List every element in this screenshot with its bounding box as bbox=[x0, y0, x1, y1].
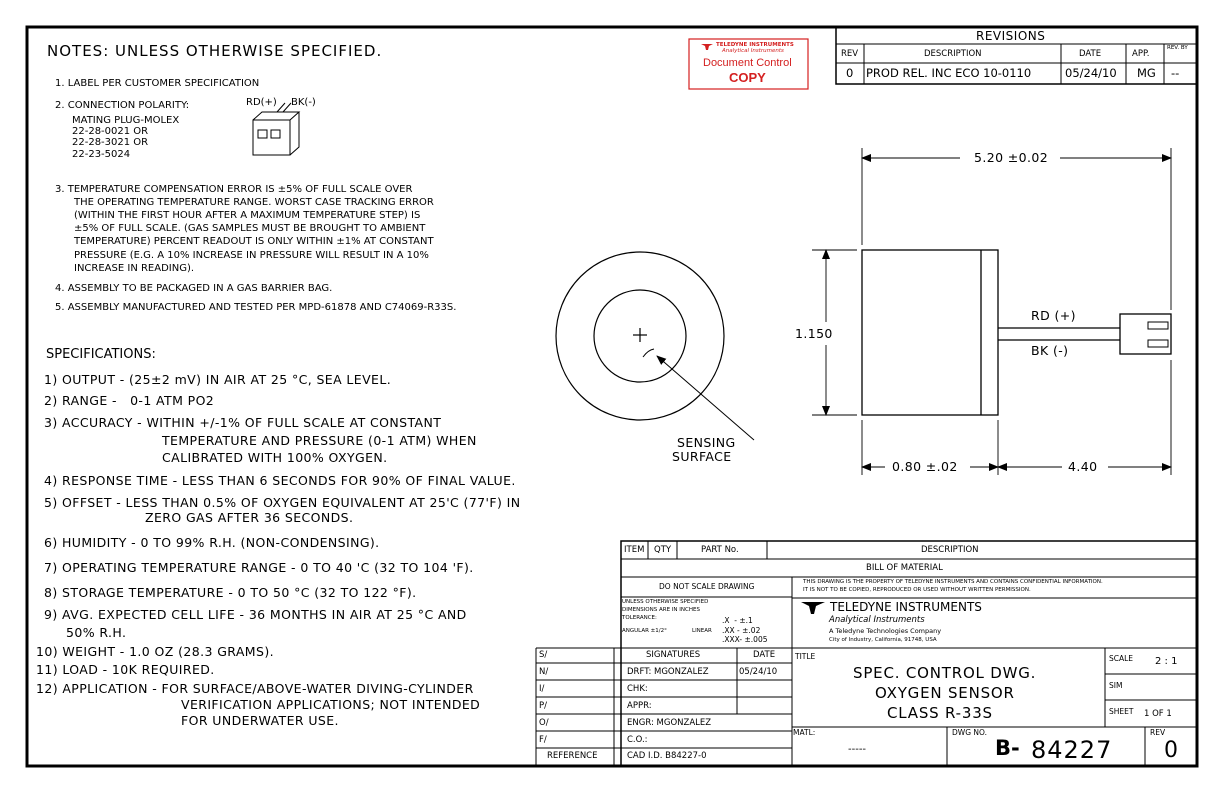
sig-row-label: N/ bbox=[539, 667, 549, 677]
note-2-title: 2. CONNECTION POLARITY: bbox=[55, 100, 190, 111]
dwg-no-prefix: B- bbox=[995, 736, 1020, 760]
rev-value: 0 bbox=[1164, 738, 1178, 763]
spec-9a: 9) AVG. EXPECTED CELL LIFE - 36 MONTHS IN AIR AT 25 °C AND bbox=[44, 607, 467, 622]
note-4: 4. ASSEMBLY TO BE PACKAGED IN A GAS BARRIER BAG. bbox=[55, 283, 333, 294]
note-3-line: (WITHIN THE FIRST HOUR AFTER A MAXIMUM TEMPERATURE STEP) IS bbox=[74, 210, 421, 221]
sig-row-label: O/ bbox=[539, 718, 549, 728]
tolerance-linear: LINEAR bbox=[692, 628, 712, 634]
note-3-line: THE OPERATING TEMPERATURE RANGE. WORST CASE TRACKING ERROR bbox=[74, 197, 434, 208]
note-3-line: 3. TEMPERATURE COMPENSATION ERROR IS ±5% OF FULL SCALE OVER bbox=[55, 184, 413, 195]
stamp-logo-icon bbox=[701, 44, 713, 50]
drawing-title-line: OXYGEN SENSOR bbox=[875, 684, 1015, 702]
cad-id: CAD I.D. B84227-0 bbox=[627, 751, 707, 761]
bom-desc-header: DESCRIPTION bbox=[921, 545, 979, 555]
material-label: MATL: bbox=[793, 728, 816, 737]
teledyne-logo-icon bbox=[801, 602, 825, 614]
stamp-label: Document Control bbox=[703, 57, 792, 69]
proprietary-note: IT IS NOT TO BE COPIED, REPRODUCED OR USED WITHOUT WRITTEN PERMISSION. bbox=[803, 587, 1031, 593]
connector-rd-label: RD(+) bbox=[246, 97, 277, 108]
sig-row-label: F/ bbox=[539, 735, 547, 745]
spec-5a: 5) OFFSET - LESS THAN 0.5% OF OXYGEN EQUIVALENT AT 25'C (77'F) IN bbox=[44, 495, 521, 510]
connector-sketch bbox=[253, 103, 299, 155]
sig-row-label: S/ bbox=[539, 650, 548, 660]
rev-row-revby: -- bbox=[1171, 66, 1180, 80]
dim-diameter: 1.150 bbox=[795, 326, 833, 341]
title-label: TITLE bbox=[795, 652, 816, 661]
note-2-line: 22-28-0021 OR bbox=[72, 126, 149, 137]
note-5: 5. ASSEMBLY MANUFACTURED AND TESTED PER MPD-61878 AND C74069-R33S. bbox=[55, 302, 457, 313]
spec-7: 7) OPERATING TEMPERATURE RANGE - 0 TO 40 'C (32 TO 104 'F). bbox=[44, 560, 474, 575]
scale-label: SCALE bbox=[1109, 654, 1134, 663]
date-header: DATE bbox=[753, 650, 776, 660]
spec-3b: TEMPERATURE AND PRESSURE (0-1 ATM) WHEN bbox=[162, 433, 477, 448]
rev-label: REV bbox=[1150, 728, 1166, 737]
spec-3a: 3) ACCURACY - WITHIN +/-1% OF FULL SCALE AT CONSTANT bbox=[44, 415, 442, 430]
connector-bk-label: BK(-) bbox=[291, 97, 316, 108]
sig-row-label: I/ bbox=[539, 684, 545, 694]
sheet-value: 1 OF 1 bbox=[1144, 709, 1172, 719]
spec-2: 2) RANGE - 0-1 ATM PO2 bbox=[44, 393, 215, 408]
dimension-lines bbox=[812, 148, 1171, 475]
bom-part-header: PART No. bbox=[701, 545, 739, 555]
tolerance-x: .X - ±.1 bbox=[722, 616, 753, 625]
material-value: ----- bbox=[848, 744, 867, 755]
tolerance-angular: ANGULAR ±1/2° bbox=[622, 628, 667, 634]
notes-title: NOTES: UNLESS OTHERWISE SPECIFIED. bbox=[47, 42, 383, 60]
spec-3c: CALIBRATED WITH 100% OXYGEN. bbox=[162, 450, 388, 465]
sensing-surface-label: SURFACE bbox=[672, 449, 732, 464]
reference-label: REFERENCE bbox=[547, 751, 598, 761]
sensor-front-view bbox=[556, 252, 754, 440]
sim-label: SIM bbox=[1109, 681, 1123, 690]
lead-rd-label: RD (+) bbox=[1031, 308, 1076, 323]
tolerance-note: DIMENSIONS ARE IN INCHES bbox=[622, 607, 700, 613]
tolerance-note: UNLESS OTHERWISE SPECIFIED bbox=[622, 599, 709, 605]
no-scale-note: DO NOT SCALE DRAWING bbox=[659, 582, 755, 591]
dim-lead-length: 4.40 bbox=[1068, 459, 1098, 474]
company-parent: A Teledyne Technologies Company bbox=[829, 627, 942, 635]
drafter-signature: DRFT: MGONZALEZ bbox=[627, 667, 709, 677]
dim-overall-length: 5.20 ±0.02 bbox=[974, 150, 1049, 165]
specs-title: SPECIFICATIONS: bbox=[46, 347, 156, 362]
revisions-title: REVISIONS bbox=[976, 29, 1046, 43]
stamp-brand: TELEDYNE INSTRUMENTS bbox=[716, 42, 794, 48]
stamp-copy: COPY bbox=[729, 70, 766, 85]
spec-12c: FOR UNDERWATER USE. bbox=[181, 713, 339, 728]
sig-row-label: P/ bbox=[539, 701, 547, 711]
note-2-line: MATING PLUG-MOLEX bbox=[72, 115, 180, 126]
rev-row-rev: 0 bbox=[846, 66, 854, 80]
rev-header-rev: REV bbox=[841, 49, 859, 59]
dwg-no-label: DWG NO. bbox=[952, 728, 987, 737]
note-3-line: INCREASE IN READING). bbox=[74, 263, 195, 274]
rev-header-desc: DESCRIPTION bbox=[924, 49, 982, 59]
dwg-no-value: 84227 bbox=[1031, 736, 1113, 764]
tolerance-note: TOLERANCE: bbox=[622, 615, 657, 621]
spec-5b: ZERO GAS AFTER 36 SECONDS. bbox=[145, 510, 354, 525]
sensing-surface-label: SENSING bbox=[677, 435, 736, 450]
tolerance-xxx: .XXX- ±.005 bbox=[722, 635, 768, 644]
engineer-signature: ENGR: MGONZALEZ bbox=[627, 718, 712, 728]
rev-row-app: MG bbox=[1137, 66, 1156, 80]
rev-header-revby: REV. BY bbox=[1167, 45, 1188, 51]
spec-1: 1) OUTPUT - (25±2 mV) IN AIR AT 25 °C, SEA LEVEL. bbox=[44, 372, 392, 387]
note-3-line: PRESSURE (E.G. A 10% INCREASE IN PRESSURE WILL RESULT IN A 10% bbox=[74, 250, 429, 261]
rev-header-date: DATE bbox=[1079, 49, 1102, 59]
spec-8: 8) STORAGE TEMPERATURE - 0 TO 50 °C (32 TO 122 °F). bbox=[44, 585, 417, 600]
scale-value: 2 : 1 bbox=[1155, 656, 1178, 667]
drawing-title-line: SPEC. CONTROL DWG. bbox=[853, 664, 1037, 682]
bom-title: BILL OF MATERIAL bbox=[866, 563, 943, 573]
company-address: City of Industry, California, 91748, USA bbox=[829, 637, 937, 643]
lead-bk-label: BK (-) bbox=[1031, 343, 1069, 358]
spec-6: 6) HUMIDITY - 0 TO 99% R.H. (NON-CONDENSING). bbox=[44, 535, 380, 550]
note-3-line: ±5% OF FULL SCALE. (GAS SAMPLES MUST BE BROUGHT TO AMBIENT bbox=[74, 223, 426, 234]
checker-signature: CHK: bbox=[627, 684, 648, 694]
stamp-brand-sub: Analytical Instruments bbox=[722, 48, 784, 54]
company-name: TELEDYNE INSTRUMENTS bbox=[830, 600, 982, 614]
spec-12a: 12) APPLICATION - FOR SURFACE/ABOVE-WATER DIVING-CYLINDER bbox=[36, 681, 474, 696]
rev-header-app: APP. bbox=[1132, 49, 1150, 59]
title-block-grid bbox=[536, 541, 1197, 766]
spec-4: 4) RESPONSE TIME - LESS THAN 6 SECONDS FOR 90% OF FINAL VALUE. bbox=[44, 473, 516, 488]
approver-signature: APPR: bbox=[627, 701, 652, 711]
dim-body-length: 0.80 ±.02 bbox=[892, 459, 958, 474]
sheet-label: SHEET bbox=[1109, 707, 1134, 716]
note-1: 1. LABEL PER CUSTOMER SPECIFICATION bbox=[55, 78, 260, 89]
signatures-header: SIGNATURES bbox=[646, 650, 701, 660]
drawing-title-line: CLASS R-33S bbox=[887, 704, 993, 722]
sensor-side-view bbox=[862, 250, 1171, 415]
note-2-line: 22-28-3021 OR bbox=[72, 137, 149, 148]
spec-9b: 50% R.H. bbox=[66, 625, 127, 640]
note-2-line: 22-23-5024 bbox=[72, 149, 131, 160]
bom-item-header: ITEM bbox=[624, 545, 645, 555]
proprietary-note: THIS DRAWING IS THE PROPERTY OF TELEDYNE INSTRUMENTS AND CONTAINS CONFIDENTIAL INFORMATION. bbox=[803, 579, 1103, 585]
rev-row-desc: PROD REL. INC ECO 10-0110 bbox=[866, 66, 1032, 80]
bom-qty-header: QTY bbox=[654, 545, 672, 555]
drafter-date: 05/24/10 bbox=[739, 667, 778, 677]
spec-12b: VERIFICATION APPLICATIONS; NOT INTENDED bbox=[181, 697, 481, 712]
rev-row-date: 05/24/10 bbox=[1065, 66, 1117, 80]
company-division: Analytical Instruments bbox=[829, 615, 925, 625]
spec-10: 10) WEIGHT - 1.0 OZ (28.3 GRAMS). bbox=[36, 644, 274, 659]
spec-11: 11) LOAD - 10K REQUIRED. bbox=[36, 662, 215, 677]
tolerance-xx: .XX - ±.02 bbox=[722, 626, 761, 635]
note-3-line: TEMPERATURE) PERCENT READOUT IS ONLY WITHIN ±1% AT CONSTANT bbox=[74, 236, 434, 247]
co-signature: C.O.: bbox=[627, 735, 648, 745]
